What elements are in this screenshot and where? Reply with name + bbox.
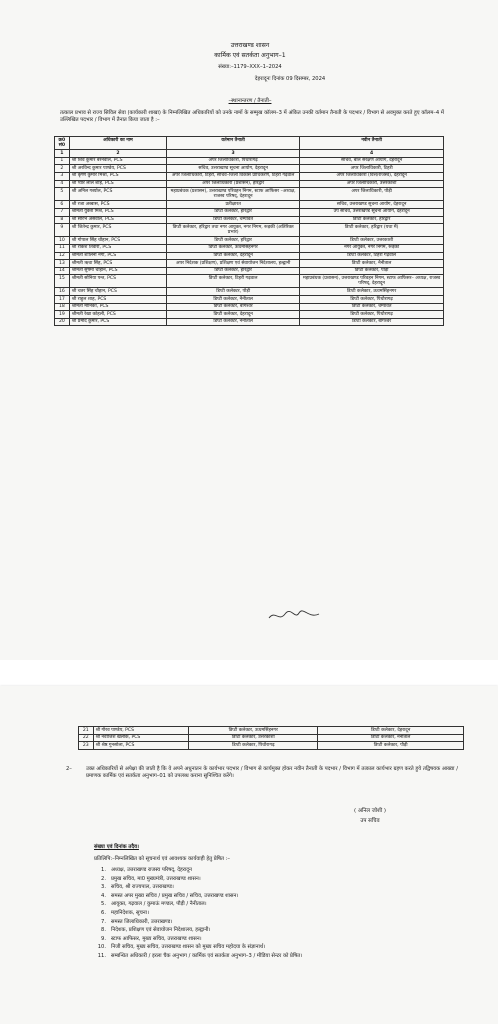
list-item [94,926,454,935]
transfer-table [54,136,444,326]
para2-text: उक्त अधिकारियों से अपेक्षा की जाती है कि वे अपने अधुनातन के कार्यभार पदभार / विभाग से कार्यमुक्त होकर नवीन तैनाती के पदभार / विभाग में तत्काल कार्यभार ग्रहण करते हुये तद्विषयक आख्या / प्रमाणक कार्मिक एवं सतर्कता अनुभाग–01 को उपलब्ध कराना सुनिश्चित करेंगे। [86,766,458,780]
cell-sn: 6 [55,201,70,209]
cell-officer-name: श्रीमती रेखा कोहली, PCS [69,311,166,319]
header-new-posting: नवीन तैनाती [300,137,444,150]
table-header-row [55,137,444,150]
cell-officer-name: श्री प्यारे लाल शाह, PCS [69,180,166,188]
cell-sn: 12 [55,252,70,260]
table-row [55,188,444,201]
list-item-text: समस्त जिलाधिकारी, उत्तराखण्ड। [111,918,173,925]
header-current-posting: वर्तमान तैनाती [167,137,300,150]
cell-sn: 4 [55,180,70,188]
intro-paragraph: तत्काल प्रभाव से राज्य सिविल सेवा (कार्यकारी शाखा) के निम्नलिखित अधिकारियों को उनके नामों के सम्मुख कॉलम–3 में अंकित उनकी वर्तमान तैनाती के पदभार / विभाग से अवमुक्त करते हुए कॉलम–4 में उल्लिखित पदभार / विभाग में तैनात किया जाता है :– [60,110,444,124]
list-item-text: स्टाफ आफिसर, मुख्य सचिव, उत्तराखण्ड शासन। [111,935,202,942]
order-title: –स्थानान्तरण / तैनाती– [228,98,272,104]
table-row [55,318,444,326]
table-row [55,288,444,296]
cell-current-posting: डिप्टी कलेक्टर, पिथौरागढ़ [189,742,318,750]
dept-heading: कार्मिक एवं सतर्कता अनुभाग–1 [214,52,286,59]
cell-sn: 13 [55,260,70,268]
cell-new-posting: डिप्टी कलेक्टर, टिहरी गढ़वाल [300,252,444,260]
list-item-number: 8. [101,927,106,934]
cell-sn: 11 [55,244,70,252]
cell-current-posting: डिप्टी कलेक्टर, पौड़ी [167,288,300,296]
cell-officer-name: श्री राकेश तिवारी, PCS [69,244,166,252]
list-item-number: 11. [97,952,106,959]
list-item-number: 10. [97,944,106,951]
cell-current-posting: डिप्टी कलेक्टर, बागेश्वर [167,303,300,311]
table-row [55,267,444,275]
document-page-2 [0,686,498,1024]
cell-new-posting: महाप्रबंधक (प्रशासन), उत्तराखण्ड परिवहन निगम, स्टाफ आफिसर– अध्यक्ष, राजस्व परिषद्, देहरादून [300,275,444,288]
copy-intro: प्रतिलिपि:–निम्नलिखित को सूचनार्थ एवं आवश्यक कार्यवाही हेतु प्रेषित :– [94,856,230,862]
cell-current-posting: डिप्टी कलेक्टर, नैनीताल [167,318,300,326]
cell-current-posting: प्रतीक्षारत [167,201,300,209]
cell-new-posting: डिप्टी कलेक्टर, नैनीताल [318,734,464,742]
cell-officer-name: श्री राहुल शाह, PCS [69,296,166,304]
cell-new-posting: डिप्टी कलेक्टर, हरिद्वार (यथा मैं) [300,224,444,237]
cell-sn: 22 [79,734,94,742]
table-row [79,727,464,735]
list-item-text: आयुक्त, गढ़वाल / कुमाऊं मण्डल, पौड़ी / नैनीताल। [111,901,207,908]
list-item [94,875,454,884]
table-row [79,734,464,742]
table-row [55,296,444,304]
place-date: देहरादूनः दिनांक 09 दिसम्बर, 2024 [254,76,326,82]
list-item-text: सचिव, श्री राज्यपाल, उत्तराखण्ड। [111,884,174,891]
table-row [55,237,444,245]
table-row [79,742,464,750]
list-item-text: निदेशक, प्रशिक्षण एवं सेवायोजन निदेशालय, हल्द्वानी। [111,927,211,934]
cell-sn: 2 [55,165,70,173]
cell-officer-name: श्री जितेन्द्र कुमार, PCS [69,224,166,237]
cell-officer-name: श्री प्रमोद कुमार, PCS [69,318,166,326]
list-item-number: 5. [101,901,106,908]
list-item-text: समस्त अपर मुख्य सचिव / प्रमुख सचिव / सचिव, उत्तराखण्ड शासन। [111,892,239,899]
table-row [55,224,444,237]
cell-current-posting: डिप्टी कलेक्टर, टिहरी गढ़वाल [167,275,300,288]
list-item [94,943,454,952]
cell-new-posting: डिप्टी कलेक्टर, उत्तरकाशी [300,237,444,245]
cell-new-posting: डिप्टी कलेक्टर, देहरादून [318,727,464,735]
para2-number: 2– [66,766,72,772]
cell-officer-name: श्री अनिल गर्ब्याल, PCS [69,188,166,201]
table-row [55,216,444,224]
cell-new-posting: अपर जिलाधिकारी, टिहरी [300,165,444,173]
list-item-number: 9. [101,935,106,942]
copy-heading: संख्या एवं दिनांक तदैव। [94,844,139,850]
list-item-number: 7. [101,918,106,925]
table-row [55,165,444,173]
cell-officer-name: श्री गोपाल सिंह चौहान, PCS [69,237,166,245]
cell-new-posting: सचिव, उत्तराखण्ड सूचना आयोग, देहरादून [300,201,444,209]
table-row [55,260,444,268]
header-name: अधिकारी का नाम [69,137,166,150]
cell-current-posting: डिप्टी कलेक्टर, हरिद्वार [167,237,300,245]
cell-officer-name: श्री गौरव पाण्डेय, PCS [93,727,189,735]
cell-sn: 21 [79,727,94,735]
cell-officer-name: श्री कृष्ण कुमार मिश्रा, PCS [69,172,166,180]
table-row [55,252,444,260]
transfer-table-continued [78,726,464,750]
cell-current-posting: अपर जिलाधिकारी (प्रशासन), हरिद्वार [167,180,300,188]
table-row [55,201,444,209]
cell-current-posting: महाप्रबंधक (प्रशासन), उत्तराखण्ड परिवहन निगम, स्टाफ आफिसर –अध्यक्ष, राजस्व परिषद्, देहरादून [167,188,300,201]
cell-current-posting: अपर जिलाधिकारी, पिथौरागढ़ [167,157,300,165]
cell-current-posting: डिप्टी कलेक्टर, उत्तरकाशी [189,734,318,742]
signatory-post: उप सचिव [360,818,380,824]
colnum: 4 [300,150,444,158]
cell-current-posting: डिप्टी कलेक्टर, चम्पावत [167,216,300,224]
cell-sn: 7 [55,208,70,216]
cell-sn: 3 [55,172,70,180]
colnum: 2 [69,150,166,158]
header-sn: क्र0 सं0 [55,137,70,150]
cell-officer-name: श्री रजा अब्बास, PCS [69,201,166,209]
cell-officer-name: श्रीमती ऋचा सिंह, PCS [69,260,166,268]
initials-signature [265,608,325,624]
cell-new-posting: अपर जिलाधिकारी, उत्तरकाशी [300,180,444,188]
cell-sn: 14 [55,267,70,275]
list-item [94,900,454,909]
cell-sn: 16 [55,288,70,296]
cell-new-posting: डिप्टी कलेक्टर, पौड़ी [318,742,464,750]
cell-officer-name: श्री नवाजिश खलीक, PCS [93,734,189,742]
cell-current-posting: डिप्टी कलेक्टर, हरिद्वार [167,208,300,216]
order-number: संख्या:–1179–XXX–1–2024 [218,64,282,70]
cell-new-posting: डिप्टी कलेक्टर, चम्पावत [300,303,444,311]
cell-sn: 5 [55,188,70,201]
cell-new-posting: डिप्टी कलेक्टर, ऊधमसिंहनगर [300,288,444,296]
cell-new-posting: अपर जिलाधिकारी, पौड़ी [300,188,444,201]
copy-recipient-list [94,866,454,961]
list-item-number: 1. [101,867,106,873]
cell-new-posting: सचिव, बाल संरक्षण आयोग, देहरादून [300,157,444,165]
cell-officer-name: श्री शिव कुमार बरनवाल, PCS [69,157,166,165]
table-row [55,157,444,165]
cell-current-posting: डिप्टी कलेक्टर, ऊधमसिंहनगर [189,727,318,735]
cell-officer-name: श्रीमती सोनिया पन्त, PCS [69,275,166,288]
list-item [94,909,454,918]
cell-new-posting: डिप्टी कलेक्टर, बागेश्वर [300,318,444,326]
cell-current-posting: डिप्टी कलेक्टर, हरिद्वार तथा नगर आयुक्त, नगर निगम, रूड़की (अतिरिक्त प्रभार) [167,224,300,237]
cell-officer-name: श्रीमती युक्ता मिश्र, PCS [69,208,166,216]
cell-sn: 23 [79,742,94,750]
cell-new-posting: डिप्टी कलेक्टर, पिथौरागढ़ [300,296,444,304]
cell-current-posting: डिप्टी कलेक्टर, नैनीताल [167,296,300,304]
table-colnum-row [55,150,444,158]
cell-new-posting: उप सचिव, उत्तराखण्ड सूचना आयोग, देहरादून [300,208,444,216]
list-item-text: निजी सचिव, मुख्य सचिव, उत्तराखण्ड शासन को मुख्य सचिव महोदया के संज्ञानार्थ। [111,944,266,951]
list-item [94,883,454,892]
cell-officer-name: श्रीमती मोनिका, PCS [69,303,166,311]
cell-current-posting: सचिव, उत्तराखण्ड सूचना आयोग, देहरादून [167,165,300,173]
cell-new-posting: अपर जिलाधिकारी (वित्त/राजस्व), देहरादून [300,172,444,180]
cell-officer-name: श्रीमती सुषमा चौहान, PCS [69,267,166,275]
page-gap [0,660,498,686]
colnum: 3 [167,150,300,158]
cell-current-posting: डिप्टी कलेक्टर, ऊधमसिंहनगर [167,244,300,252]
cell-current-posting: डिप्टी कलेक्टर, देहरादून [167,252,300,260]
list-item-text: महानिदेशक, सूचना। [111,909,149,916]
cell-officer-name: श्री श्रेष्ठ गुनसोला, PCS [93,742,189,750]
cell-sn: 18 [55,303,70,311]
table-row [55,180,444,188]
list-item [94,892,454,901]
table-row [55,208,444,216]
table-row [55,303,444,311]
cell-officer-name: श्री अरविन्द कुमार पाण्डेय, PCS [69,165,166,173]
table-row [55,275,444,288]
cell-officer-name: श्रीमती शालिनी नेगी, PCS [69,252,166,260]
cell-sn: 10 [55,237,70,245]
table-row [55,311,444,319]
list-item [94,866,454,875]
colnum: 1 [55,150,70,158]
cell-sn: 8 [55,216,70,224]
list-item-text: प्रमुख सचिव, मा0 मुख्यमंत्री, उत्तराखण्ड शासन। [111,875,201,882]
cell-new-posting: डिप्टी कलेक्टर, पौड़ी [300,267,444,275]
list-item-number: 4. [101,892,106,899]
cell-sn: 20 [55,318,70,326]
cell-sn: 19 [55,311,70,319]
cell-current-posting: अपर जिलाधिकारी, टिहरी, सचिव–जिला विकास प्राधिकरण, टिहरी गढ़वाल [167,172,300,180]
cell-current-posting: अपर निदेशक (प्रशिक्षण), प्रशिक्षण एवं सेवायोजन निदेशालय, हल्द्वानी [167,260,300,268]
list-item-number: 2. [101,875,106,882]
cell-new-posting: डिप्टी कलेक्टर, हरिद्वार [300,216,444,224]
signatory-name: ( अनिल जोशी ) [354,808,386,814]
cell-sn: 15 [55,275,70,288]
cell-sn: 17 [55,296,70,304]
cell-sn: 1 [55,157,70,165]
cell-current-posting: डिप्टी कलेक्टर, हरिद्वार [167,267,300,275]
list-item [94,952,454,961]
cell-current-posting: डिप्टी कलेक्टर, देहरादून [167,311,300,319]
table-row [55,244,444,252]
list-item [94,935,454,944]
cell-new-posting: नगर आयुक्त, नगर निगम, रूड़की [300,244,444,252]
list-item [94,918,454,927]
list-item-text: अध्यक्ष, उत्तराखण्ड राजस्व परिषद्, देहरादून [111,867,192,873]
cell-new-posting: डिप्टी कलेक्टर, नैनीताल [300,260,444,268]
list-item-number: 6. [101,909,106,916]
cell-officer-name: श्री सौरभ असवाल, PCS [69,216,166,224]
gov-heading: उत्तराखण्ड शासन [230,42,270,49]
list-item-text: सम्बन्धित अधिकारी / इरला चैक अनुभाग / कार्मिक एवं सतर्कता अनुभाग–3 / मीडिया सेन्टर को प्रेषित। [111,952,303,959]
list-item-number: 3. [101,884,106,891]
table-row [55,172,444,180]
cell-officer-name: श्री चतर सिंह चौहान, PCS [69,288,166,296]
cell-new-posting: डिप्टी कलेक्टर, पिथौरागढ़ [300,311,444,319]
cell-sn: 9 [55,224,70,237]
